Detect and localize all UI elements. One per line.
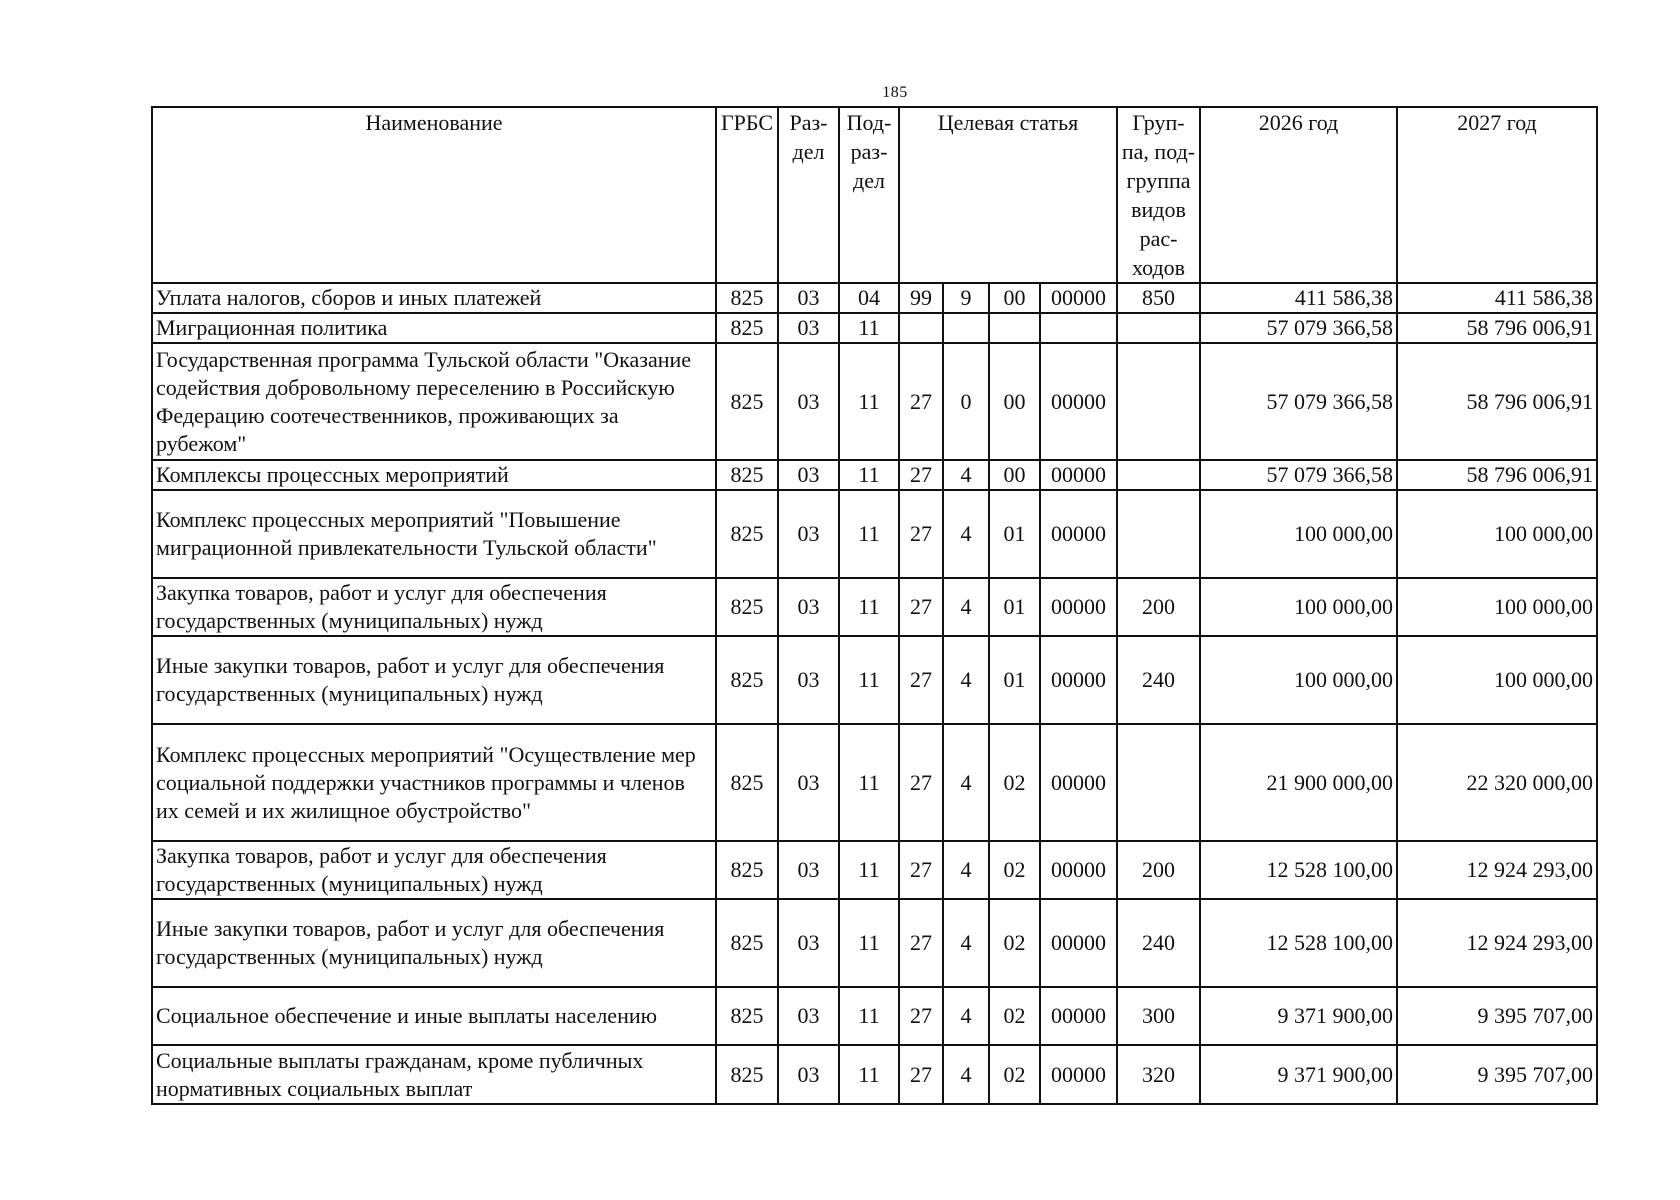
row-name: Миграционная политика — [152, 313, 716, 343]
row-cs-direction: 00000 — [1040, 724, 1117, 841]
row-name: Социальное обеспечение и иные выплаты населению — [152, 987, 716, 1045]
table-row — [152, 724, 1597, 841]
row-podrazdel: 04 — [839, 283, 899, 313]
row-vid-rashodov — [1117, 460, 1200, 490]
row-cs-type — [943, 313, 989, 343]
row-name: Уплата налогов, сборов и иных платежей — [152, 283, 716, 313]
table-row — [152, 490, 1597, 578]
row-podrazdel: 11 — [839, 313, 899, 343]
row-cs-type: 4 — [943, 636, 989, 724]
row-cs-program: 99 — [899, 283, 943, 313]
row-cs-direction: 00000 — [1040, 841, 1117, 899]
row-podrazdel: 11 — [839, 1045, 899, 1104]
table-row — [152, 343, 1597, 460]
row-razdel: 03 — [778, 1045, 839, 1104]
row-razdel: 03 — [778, 578, 839, 636]
row-podrazdel: 11 — [839, 460, 899, 490]
row-amount-2027: 100 000,00 — [1397, 578, 1597, 636]
row-podrazdel: 11 — [839, 899, 899, 987]
row-amount-2027: 58 796 006,91 — [1397, 343, 1597, 460]
row-cs-element: 00 — [989, 460, 1040, 490]
row-amount-2026: 57 079 366,58 — [1200, 313, 1397, 343]
row-grbs: 825 — [716, 899, 778, 987]
row-amount-2026: 12 528 100,00 — [1200, 841, 1397, 899]
row-cs-program: 27 — [899, 636, 943, 724]
table-row — [152, 460, 1597, 490]
table-row — [152, 313, 1597, 343]
row-razdel: 03 — [778, 636, 839, 724]
row-cs-program: 27 — [899, 724, 943, 841]
row-cs-direction: 00000 — [1040, 636, 1117, 724]
row-cs-type: 4 — [943, 578, 989, 636]
row-grbs: 825 — [716, 724, 778, 841]
row-cs-element: 01 — [989, 636, 1040, 724]
row-cs-type: 0 — [943, 343, 989, 460]
row-vid-rashodov: 320 — [1117, 1045, 1200, 1104]
row-cs-element: 02 — [989, 899, 1040, 987]
row-podrazdel: 11 — [839, 578, 899, 636]
row-cs-direction: 00000 — [1040, 283, 1117, 313]
row-podrazdel: 11 — [839, 490, 899, 578]
row-razdel: 03 — [778, 343, 839, 460]
row-cs-program: 27 — [899, 460, 943, 490]
row-cs-program — [899, 313, 943, 343]
row-amount-2027: 100 000,00 — [1397, 490, 1597, 578]
row-name: Закупка товаров, работ и услуг для обеспечения государственных (муниципальных) нужд — [152, 578, 716, 636]
row-razdel: 03 — [778, 724, 839, 841]
row-amount-2026: 12 528 100,00 — [1200, 899, 1397, 987]
row-cs-direction: 00000 — [1040, 460, 1117, 490]
header-gruppa-vidov-rashodov: Груп- па, под- группа видов рас- ходов — [1117, 107, 1200, 283]
row-cs-element: 01 — [989, 578, 1040, 636]
row-podrazdel: 11 — [839, 636, 899, 724]
row-cs-element: 02 — [989, 987, 1040, 1045]
row-grbs: 825 — [716, 313, 778, 343]
row-razdel: 03 — [778, 899, 839, 987]
page-number: 185 — [882, 84, 908, 101]
row-cs-element: 00 — [989, 283, 1040, 313]
row-amount-2026: 100 000,00 — [1200, 490, 1397, 578]
row-name: Комплексы процессных мероприятий — [152, 460, 716, 490]
row-cs-element — [989, 313, 1040, 343]
row-amount-2026: 57 079 366,58 — [1200, 460, 1397, 490]
row-cs-program: 27 — [899, 987, 943, 1045]
row-grbs: 825 — [716, 987, 778, 1045]
row-cs-type: 4 — [943, 841, 989, 899]
row-vid-rashodov — [1117, 313, 1200, 343]
row-vid-rashodov — [1117, 343, 1200, 460]
row-cs-type: 4 — [943, 490, 989, 578]
row-name: Иные закупки товаров, работ и услуг для обеспечения государственных (муниципальных) нужд — [152, 899, 716, 987]
row-razdel: 03 — [778, 841, 839, 899]
row-cs-element: 00 — [989, 343, 1040, 460]
row-razdel: 03 — [778, 987, 839, 1045]
row-amount-2026: 100 000,00 — [1200, 636, 1397, 724]
row-cs-element: 02 — [989, 724, 1040, 841]
row-cs-type: 4 — [943, 987, 989, 1045]
row-amount-2027: 58 796 006,91 — [1397, 460, 1597, 490]
row-cs-direction: 00000 — [1040, 987, 1117, 1045]
row-cs-program: 27 — [899, 490, 943, 578]
row-razdel: 03 — [778, 283, 839, 313]
row-amount-2027: 411 586,38 — [1397, 283, 1597, 313]
row-amount-2026: 9 371 900,00 — [1200, 987, 1397, 1045]
row-grbs: 825 — [716, 636, 778, 724]
row-amount-2027: 100 000,00 — [1397, 636, 1597, 724]
row-vid-rashodov: 300 — [1117, 987, 1200, 1045]
row-amount-2027: 9 395 707,00 — [1397, 1045, 1597, 1104]
row-cs-element: 02 — [989, 1045, 1040, 1104]
table-row — [152, 899, 1597, 987]
row-name: Иные закупки товаров, работ и услуг для обеспечения государственных (муниципальных) нужд — [152, 636, 716, 724]
row-cs-direction: 00000 — [1040, 343, 1117, 460]
row-cs-direction: 00000 — [1040, 899, 1117, 987]
row-grbs: 825 — [716, 343, 778, 460]
row-name: Закупка товаров, работ и услуг для обеспечения государственных (муниципальных) нужд — [152, 841, 716, 899]
table-row — [152, 578, 1597, 636]
row-vid-rashodov: 240 — [1117, 899, 1200, 987]
header-grbs: ГРБС — [716, 107, 778, 283]
row-amount-2026: 21 900 000,00 — [1200, 724, 1397, 841]
row-cs-program: 27 — [899, 343, 943, 460]
row-amount-2026: 9 371 900,00 — [1200, 1045, 1397, 1104]
header-2027: 2027 год — [1397, 107, 1597, 283]
row-podrazdel: 11 — [839, 343, 899, 460]
row-cs-program: 27 — [899, 899, 943, 987]
row-name: Социальные выплаты гражданам, кроме публичных нормативных социальных выплат — [152, 1045, 716, 1104]
row-amount-2026: 100 000,00 — [1200, 578, 1397, 636]
row-name: Государственная программа Тульской области "Оказание содействия добровольному переселению в Российскую Федерацию соотечественников, проживающих за рубежом" — [152, 343, 716, 460]
row-name: Комплекс процессных мероприятий "Осуществление мер социальной поддержки участников программы и членов их семей и их жилищное обустройство" — [152, 724, 716, 841]
row-amount-2027: 12 924 293,00 — [1397, 899, 1597, 987]
header-name: Наименование — [152, 107, 716, 283]
row-grbs: 825 — [716, 490, 778, 578]
row-cs-type: 4 — [943, 899, 989, 987]
row-cs-direction: 00000 — [1040, 578, 1117, 636]
row-cs-direction: 00000 — [1040, 490, 1117, 578]
row-grbs: 825 — [716, 1045, 778, 1104]
header-celevaya-statya: Целевая статья — [899, 107, 1117, 283]
row-podrazdel: 11 — [839, 841, 899, 899]
row-cs-program: 27 — [899, 1045, 943, 1104]
row-cs-type: 4 — [943, 460, 989, 490]
row-cs-program: 27 — [899, 578, 943, 636]
row-cs-direction — [1040, 313, 1117, 343]
row-name: Комплекс процессных мероприятий "Повышение миграционной привлекательности Тульской области" — [152, 490, 716, 578]
table-row — [152, 636, 1597, 724]
row-podrazdel: 11 — [839, 987, 899, 1045]
row-grbs: 825 — [716, 283, 778, 313]
header-2026: 2026 год — [1200, 107, 1397, 283]
row-cs-type: 4 — [943, 724, 989, 841]
row-cs-element: 01 — [989, 490, 1040, 578]
row-cs-element: 02 — [989, 841, 1040, 899]
table-row — [152, 987, 1597, 1045]
row-amount-2027: 22 320 000,00 — [1397, 724, 1597, 841]
row-amount-2026: 411 586,38 — [1200, 283, 1397, 313]
row-amount-2026: 57 079 366,58 — [1200, 343, 1397, 460]
row-amount-2027: 9 395 707,00 — [1397, 987, 1597, 1045]
row-podrazdel: 11 — [839, 724, 899, 841]
row-grbs: 825 — [716, 841, 778, 899]
row-cs-direction: 00000 — [1040, 1045, 1117, 1104]
header-razdel: Раз- дел — [778, 107, 839, 283]
row-vid-rashodov: 240 — [1117, 636, 1200, 724]
row-amount-2027: 12 924 293,00 — [1397, 841, 1597, 899]
budget-table — [151, 106, 1598, 1105]
row-razdel: 03 — [778, 490, 839, 578]
row-vid-rashodov: 200 — [1117, 841, 1200, 899]
row-razdel: 03 — [778, 313, 839, 343]
row-vid-rashodov — [1117, 724, 1200, 841]
header-podrazdel: Под- раз- дел — [839, 107, 899, 283]
table-header-row — [152, 107, 1597, 283]
row-cs-type: 9 — [943, 283, 989, 313]
table-row — [152, 1045, 1597, 1104]
row-vid-rashodov — [1117, 490, 1200, 578]
row-amount-2027: 58 796 006,91 — [1397, 313, 1597, 343]
row-grbs: 825 — [716, 578, 778, 636]
row-cs-program: 27 — [899, 841, 943, 899]
row-razdel: 03 — [778, 460, 839, 490]
row-vid-rashodov: 850 — [1117, 283, 1200, 313]
row-grbs: 825 — [716, 460, 778, 490]
table-row — [152, 283, 1597, 313]
row-cs-type: 4 — [943, 1045, 989, 1104]
row-vid-rashodov: 200 — [1117, 578, 1200, 636]
table-row — [152, 841, 1597, 899]
